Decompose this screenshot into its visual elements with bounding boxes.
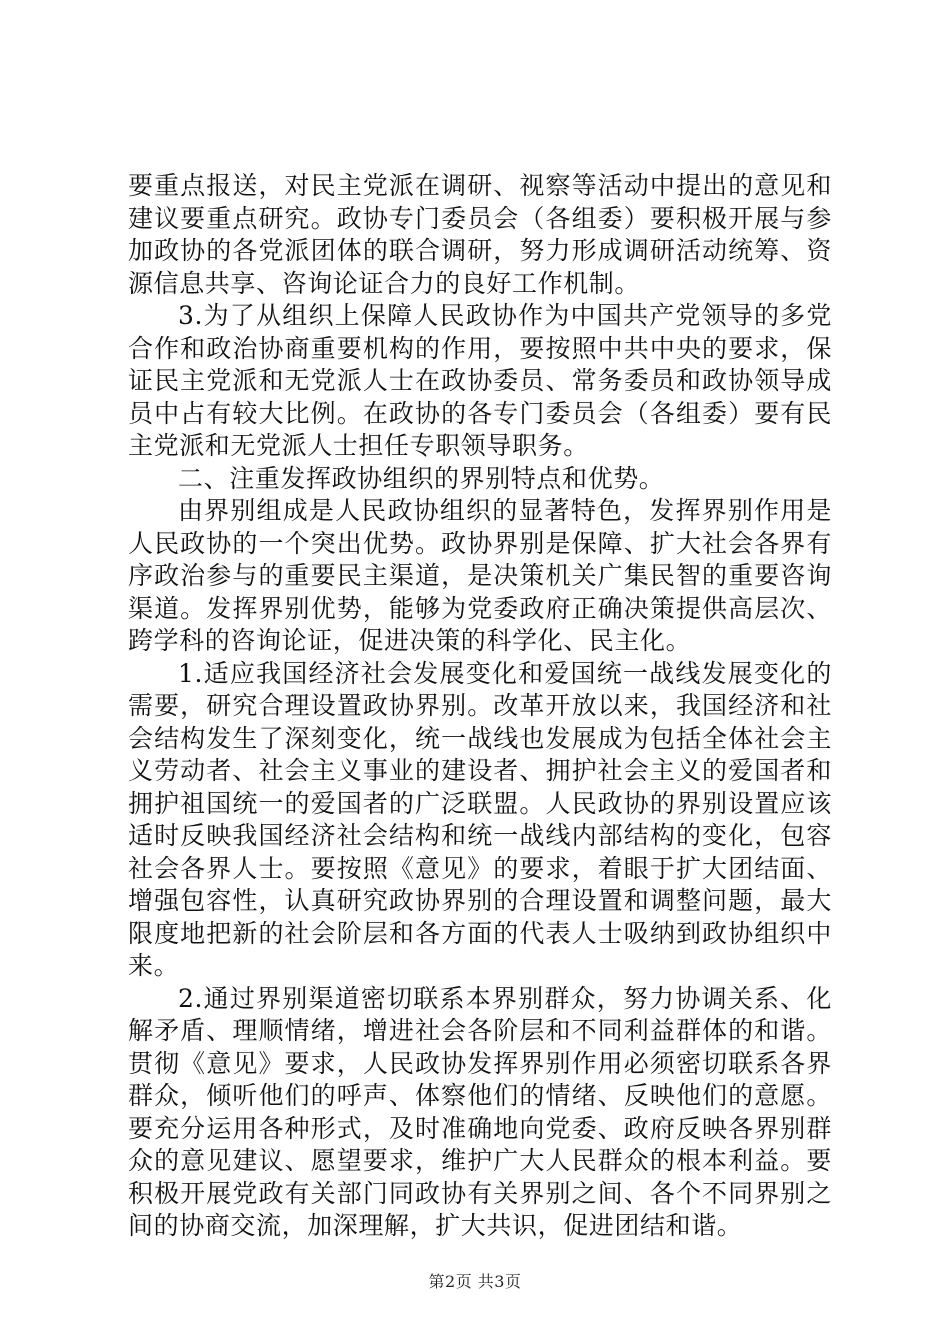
page-number-label: 第2页 共3页 bbox=[428, 1272, 522, 1291]
paragraph-item-1: 1.适应我国经济社会发展变化和爱国统一战线发展变化的需要，研究合理设置政协界别。改革开放以来，我国经济和社会结构发生了深刻变化，统一战线也发展成为包括全体社会主义劳动者、社会主义事业的建设者、拥护社会主义的爱国者和拥护祖国统一的爱国者的广泛联盟。人民政协的界别设置应该适时反映我国经济社会结构和统一战线内部结构的变化，包容社会各界人士。要按照《意见》的要求，着眼于扩大团结面、增强包容性，认真研究政协界别的合理设置和调整问题，最大限度地把新的社会阶层和各方面的代表人士吸纳到政协组织中来。 bbox=[128, 658, 832, 980]
paragraph-section-intro: 由界别组成是人民政协组织的显著特色，发挥界别作用是人民政协的一个突出优势。政协界别是保障、扩大社会各界有序政治参与的重要民主渠道，是决策机关广集民智的重要咨询渠道。发挥界别优势，能够为党委政府正确决策提供高层次、跨学科的咨询论证，促进决策的科学化、民主化。 bbox=[128, 496, 832, 655]
section-heading-2: 二、注重发挥政协组织的界别特点和优势。 bbox=[178, 463, 665, 493]
paragraph-item-3: 3.为了从组织上保障人民政协作为中国共产党领导的多党合作和政治协商重要机构的作用，要按照中共中央的要求，保证民主党派和无党派人士在政协委员、常务委员和政协领导成员中占有较大比例。在政协的各专门委员会（各组委）要有民主党派和无党派人士担任专职领导职务。 bbox=[128, 301, 832, 460]
document-body bbox=[128, 170, 832, 1243]
paragraph-item-2: 2.通过界别渠道密切联系本界别群众，努力协调关系、化解矛盾、理顺情绪，增进社会各阶层和不同利益群体的和谐。贯彻《意见》要求，人民政协发挥界别作用必须密切联系各界群众，倾听他们的呼声、体察他们的情绪、反映他们的意愿。要充分运用各种形式，及时准确地向党委、政府反映各界别群众的意见建议、愿望要求，维护广大人民群众的根本利益。要积极开展党政有关部门同政协有关界别之间、各个不同界别之间的协商交流，加深理解，扩大共识，促进团结和谐。 bbox=[128, 983, 832, 1240]
page-footer bbox=[0, 1269, 950, 1292]
paragraph-continuation: 要重点报送，对民主党派在调研、视察等活动中提出的意见和建议要重点研究。政协专门委员会（各组委）要积极开展与参加政协的各党派团体的联合调研，努力形成调研活动统筹、资源信息共享、咨询论证合力的良好工作机制。 bbox=[128, 171, 832, 298]
